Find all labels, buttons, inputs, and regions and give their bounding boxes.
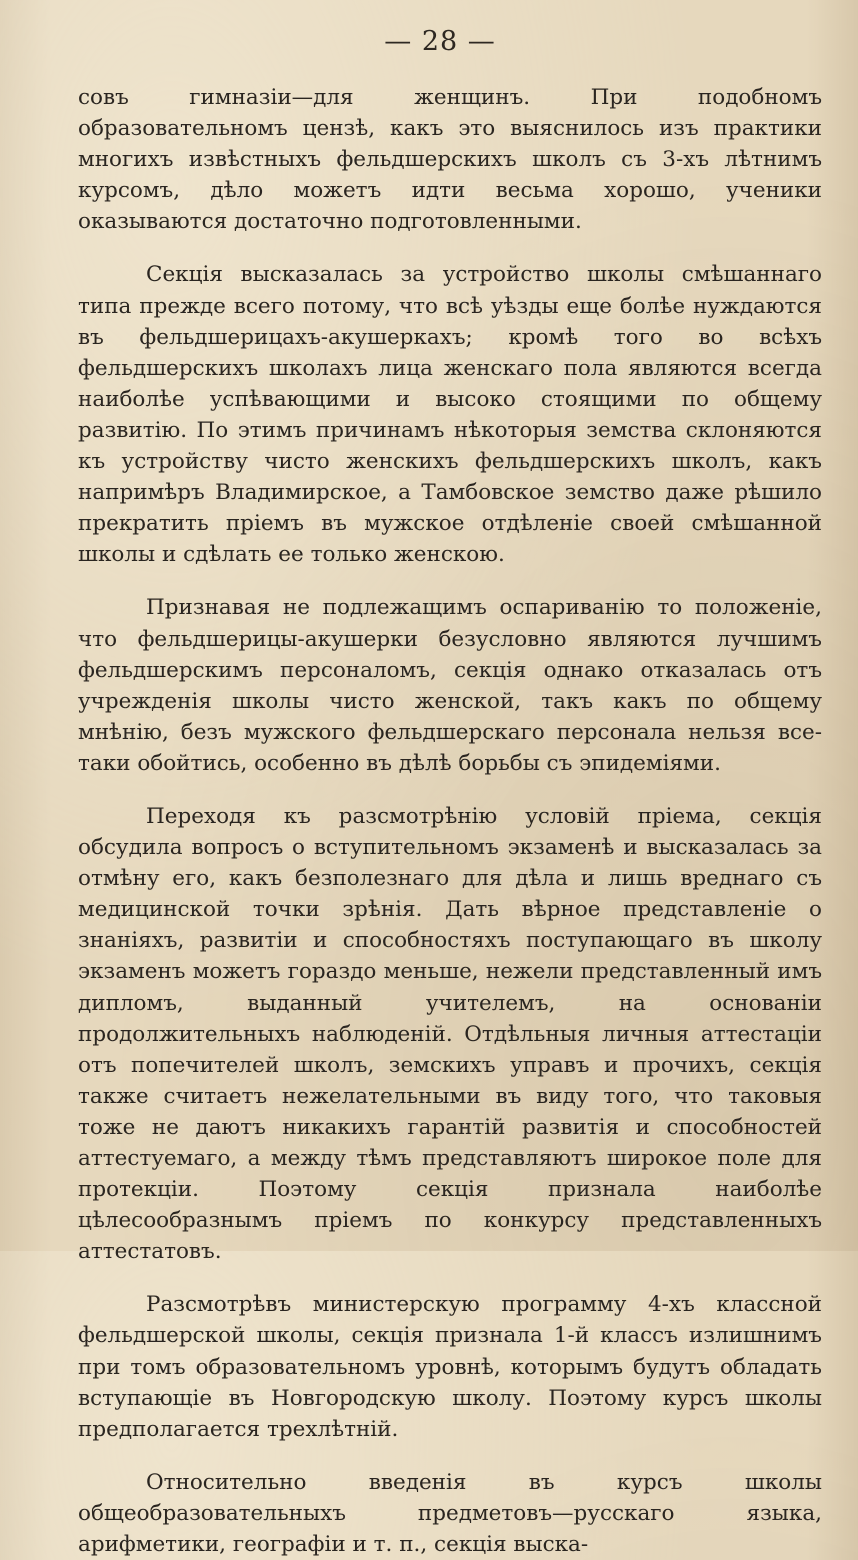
page-number: — 28 —	[384, 26, 496, 57]
paragraph: Секція высказалась за устройство школы смѣшаннаго типа прежде всего потому, что всѣ уѣзды еще болѣе нуждаются въ фельдшерицахъ-акушеркахъ; кромѣ того во всѣхъ фельдшерскихъ школахъ лица женскаго пола являются всегда наиболѣе успѣвающими и высоко стоящими по общему развитію. По этимъ причинамъ нѣкоторыя земства склоняются къ устройству чисто женскихъ фельдшерскихъ школъ, какъ напримѣръ Владимирское, а Тамбовское земство даже рѣшило прекратить пріемъ въ мужское отдѣленіе своей смѣшанной школы и сдѣлать ее только женскою.	[78, 262, 822, 568]
paragraph: совъ гимназіи—для женщинъ. При подобномъ образовательномъ цензѣ, какъ это выяснилось изъ практики многихъ извѣстныхъ фельдшерскихъ школъ съ 3-хъ лѣтнимъ курсомъ, дѣло можетъ идти весьма хорошо, ученики оказываются достаточно подготовленными.	[78, 85, 822, 235]
paragraph: Признавая не подлежащимъ оспариванію то положеніе, что фельдшерицы-акушерки безусловно являются лучшимъ фельдшерскимъ персоналомъ, секція однако отказалась отъ учрежденія школы чисто женской, такъ какъ по общему мнѣнію, безъ мужского фельдшерскаго персонала нельзя все-таки обойтись, особенно въ дѣлѣ борьбы съ эпидеміями.	[78, 595, 822, 776]
paragraph: Относительно введенія въ курсъ школы общеобразовательныхъ предметовъ—русскаго языка, арифметики, географіи и т. п., секція выска-	[78, 1469, 822, 1558]
body-text	[78, 82, 822, 1560]
paragraph: Переходя къ разсмотрѣнію условій пріема, секція обсудила вопросъ о вступительномъ экзаменѣ и высказалась за отмѣну его, какъ безполезнаго для дѣла и лишь вреднаго съ медицинской точки зрѣнія. Дать вѣрное представленіе о знаніяхъ, развитіи и способностяхъ поступающаго въ школу экзаменъ можетъ гораздо меньше, нежели представленный имъ дипломъ, выданный учителемъ, на основаніи продолжительныхъ наблюденій. Отдѣльныя личныя аттестаціи отъ попечителей школъ, земскихъ управъ и прочихъ, секція также считаетъ нежелательными въ виду того, что таковыя тоже не даютъ никакихъ гарантій развитія и способностей аттестуемаго, а между тѣмъ представляютъ широкое поле для протекціи. Поэтому секція признала наиболѣе цѣлесообразнымъ пріемъ по конкурсу представленныхъ аттестатовъ.	[78, 803, 822, 1265]
paragraph: Разсмотрѣвъ министерскую программу 4-хъ классной фельдшерской школы, секція признала 1-й классъ излишнимъ при томъ образовательномъ уровнѣ, которымъ будутъ обладать вступающіе въ Новгородскую школу. Поэтому курсъ школы предполагается трехлѣтній.	[78, 1292, 822, 1442]
